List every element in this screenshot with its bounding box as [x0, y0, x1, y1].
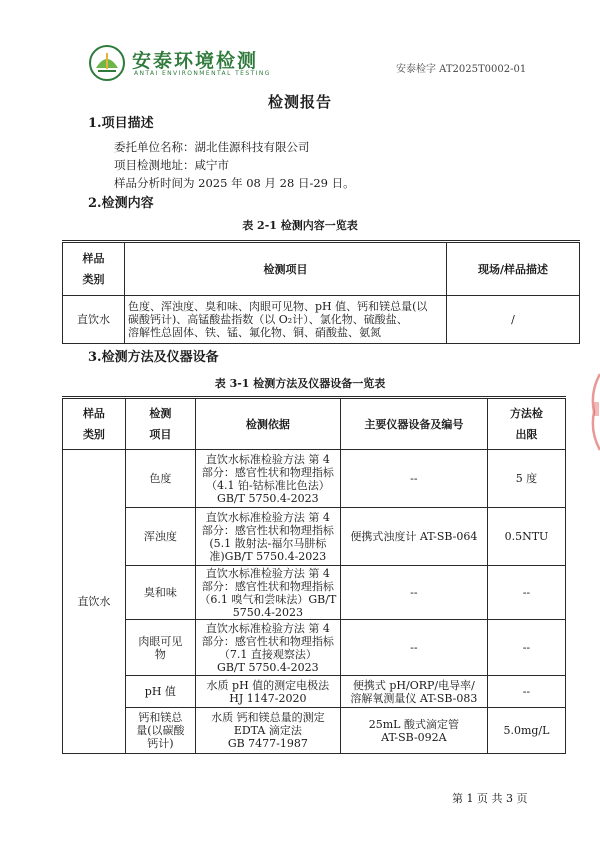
test-basis-line: 部分：感官性状和物理指标	[201, 523, 334, 537]
test-basis-line: 直饮水标准检验方法 第 4	[205, 621, 330, 635]
test-item-line: 钙和镁总	[138, 711, 183, 724]
header-sample-category	[63, 242, 125, 296]
test-basis-line: (5.1 散射法-福尔马肼标	[209, 536, 327, 550]
test-basis	[195, 620, 340, 676]
test-basis-line: 5750.4-2023	[232, 605, 303, 619]
test-basis-line: （7.1 直接观察法）	[218, 647, 317, 661]
sample-category: 直饮水	[63, 296, 125, 344]
section-heading-content: 2.检测内容	[88, 196, 154, 211]
test-items-line: 碳酸钙计)、高锰酸盐指数（以 O₂计）、氯化物、硫酸盐、	[128, 313, 408, 326]
detection-limit: 5 度	[487, 450, 565, 508]
test-item-line: 浑浊度	[143, 530, 177, 543]
test-basis-line: 直饮水标准检验方法 第 4	[205, 510, 330, 524]
test-items-line: 色度、浑浊度、臭和味、肉眼可见物、pH 值、钙和镁总量(以	[128, 300, 428, 313]
test-basis-line: 准)GB/T 5750.4-2023	[209, 549, 327, 563]
table-row	[63, 508, 566, 566]
equipment-line: 25mL 酸式滴定管	[368, 717, 459, 731]
equipment-line: --	[410, 641, 418, 654]
company-logo-icon	[88, 44, 126, 82]
test-basis	[195, 450, 340, 508]
header-test-items: 检测项目	[125, 242, 447, 296]
page-number: 第 1 页 共 3 页	[452, 792, 528, 805]
test-item-line: 色度	[149, 472, 172, 485]
equipment	[340, 566, 487, 620]
test-item	[125, 508, 195, 566]
header-text: 项目	[149, 428, 172, 441]
page-title: 检测报告	[267, 93, 332, 111]
equipment-line: AT-SB-092A	[381, 730, 447, 744]
test-basis	[195, 566, 340, 620]
test-basis-line: GB 7477-1987	[227, 737, 308, 750]
test-basis-line: 水质 钙和镁总量的测定	[211, 711, 325, 724]
methods-table	[62, 396, 566, 754]
equipment	[340, 620, 487, 676]
table-row	[63, 708, 566, 754]
equipment-line: 溶解氧测量仪 AT-SB-083	[350, 691, 478, 705]
header-equipment: 主要仪器设备及编号	[340, 398, 487, 450]
header-detection-limit	[487, 398, 565, 450]
detection-limit: 5.0mg/L	[487, 708, 565, 754]
logo-chinese-name: 安泰环境检测	[132, 50, 259, 72]
test-basis-line: 部分：感官性状和物理指标	[201, 634, 334, 648]
test-basis-line: 直饮水标准检验方法 第 4	[205, 452, 330, 466]
header-item	[125, 398, 195, 450]
equipment-line: --	[410, 586, 418, 599]
header-basis: 检测依据	[195, 398, 340, 450]
test-item	[125, 708, 195, 754]
report-header	[88, 42, 538, 82]
detection-limit: --	[487, 620, 565, 676]
client-name: 委托单位名称：湖北佳源科技有限公司	[114, 140, 310, 154]
equipment	[340, 508, 487, 566]
table-row	[63, 676, 566, 708]
table1-caption: 表 2-1 检测内容一览表	[242, 219, 358, 232]
section-heading-project: 1.项目描述	[88, 116, 154, 131]
equipment-line: --	[410, 472, 418, 485]
table-row	[63, 566, 566, 620]
test-basis	[195, 508, 340, 566]
test-basis-line: （6.1 嗅气和尝味法）GB/T	[199, 592, 337, 606]
analysis-period: 样品分析时间为 2025 年 08 月 28 日-29 日。	[114, 176, 355, 190]
test-basis-line: HJ 1147-2020	[229, 691, 307, 705]
header-text: 方法检	[509, 407, 543, 420]
equipment	[340, 676, 487, 708]
test-item	[125, 450, 195, 508]
equipment-line: 便携式 pH/ORP/电导率/	[352, 678, 475, 692]
table-row	[63, 450, 566, 508]
detection-limit: 0.5NTU	[487, 508, 565, 566]
test-basis-line: （4.1 铂-钴标准比色法）	[205, 478, 330, 492]
header-text: 类别	[82, 428, 105, 441]
test-item	[125, 566, 195, 620]
table-row	[63, 620, 566, 676]
test-basis-line: 部分：感官性状和物理指标	[201, 579, 334, 593]
seal-stamp-fragment	[588, 372, 600, 452]
sample-description: /	[447, 296, 580, 344]
equipment	[340, 708, 487, 754]
test-basis-line: 部分：感官性状和物理指标	[201, 465, 334, 479]
test-item-line: 钙计)	[147, 737, 174, 750]
report-number: 安泰检字 AT2025T0002-01	[396, 64, 527, 75]
header-text: 出限	[515, 428, 538, 441]
logo-english-name: ANTAI ENVIRONMENTAL TESTING	[134, 70, 271, 77]
sample-category: 直饮水	[63, 450, 126, 754]
test-item	[125, 676, 195, 708]
header-description: 现场/样品描述	[447, 242, 580, 296]
test-items	[125, 296, 447, 344]
test-item-line: 量(以碳酸	[136, 724, 185, 737]
content-table	[62, 240, 580, 344]
test-items-line: 溶解性总固体、铁、锰、氟化物、铜、硝酸盐、氨氮	[128, 326, 381, 339]
test-basis	[195, 708, 340, 754]
section-heading-methods: 3.检测方法及仪器设备	[88, 350, 219, 365]
detection-limit: --	[487, 676, 565, 708]
test-address: 项目检测地址：咸宁市	[114, 158, 229, 172]
test-item-line: 肉眼可见	[138, 634, 183, 648]
test-basis-line: 直饮水标准检验方法 第 4	[205, 566, 330, 580]
test-item-line: 臭和味	[143, 586, 177, 599]
header-text: 样品	[82, 407, 105, 420]
test-item-line: 物	[154, 647, 166, 661]
header-text: 样品	[82, 252, 105, 265]
test-basis-line: 水质 pH 值的测定电极法	[206, 678, 330, 692]
test-basis-line: GB/T 5750.4-2023	[217, 491, 319, 505]
table-row	[63, 296, 580, 344]
header-text: 检测	[149, 407, 172, 420]
test-basis-line: EDTA 滴定法	[233, 724, 302, 737]
table2-caption: 表 3-1 检测方法及仪器设备一览表	[214, 377, 386, 390]
test-item	[125, 620, 195, 676]
equipment	[340, 450, 487, 508]
detection-limit: --	[487, 566, 565, 620]
header-text: 类别	[82, 273, 105, 286]
test-basis-line: GB/T 5750.4-2023	[217, 660, 319, 674]
test-item-line: pH 值	[144, 685, 176, 698]
header-sample-category	[63, 398, 126, 450]
equipment-line: 便携式浊度计 AT-SB-064	[350, 530, 478, 543]
test-basis	[195, 676, 340, 708]
